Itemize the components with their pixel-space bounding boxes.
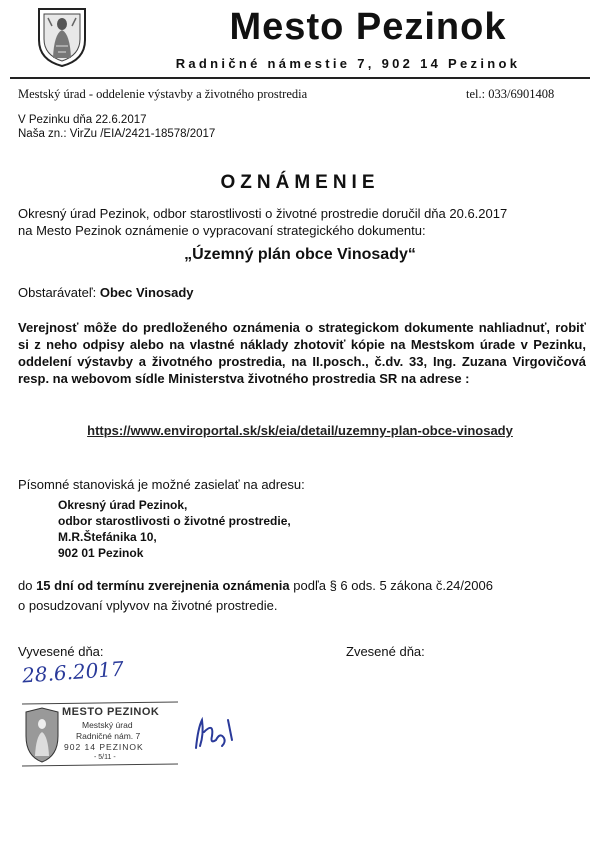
deadline-text <box>18 577 588 594</box>
official-stamp <box>20 700 180 768</box>
document-title: „Územný plán obce Vinosady“ <box>184 246 416 263</box>
stamp-line: 902 14 PEZINOK <box>64 742 144 752</box>
stamp-line: - 5/11 - <box>94 754 116 761</box>
place-date: V Pezinku dňa 22.6.2017 <box>18 114 147 126</box>
enviroportal-link[interactable]: https://www.enviroportal.sk/sk/eia/detail/uzemny-plan-obce-vinosady <box>87 423 513 438</box>
signature <box>192 712 238 752</box>
header-divider <box>10 77 590 79</box>
written-opinions-text: Písomné stanoviská je možné zasielať na adresu: <box>18 477 305 492</box>
recipient-address <box>58 497 291 561</box>
address-line: M.R.Štefánika 10, <box>58 530 157 544</box>
intro-line-2: na Mesto Pezinok oznámenie o vypracovaní strategického dokumentu: <box>18 223 426 238</box>
intro-line-1: Okresný úrad Pezinok, odbor starostlivosti o životné prostredie doručil dňa 20.6.2017 <box>18 206 508 221</box>
reference-number: Naša zn.: VirZu /EIA/2421-18578/2017 <box>18 128 216 140</box>
procurer-value: Obec Vinosady <box>99 285 194 300</box>
procurer-label: Obstarávateľ: <box>18 285 100 300</box>
department-name: Mestský úrad - oddelenie výstavby a životného prostredia <box>18 87 308 101</box>
deadline-post: podľa § 6 ods. 5 zákona č.24/2006 <box>289 578 493 593</box>
removed-label: Zvesené dňa: <box>346 644 425 659</box>
address-line: Okresný úrad Pezinok, <box>58 498 188 512</box>
city-address: Radničné námestie 7, 902 14 Pezinok <box>175 56 521 71</box>
phone-number: tel.: 033/6901408 <box>466 87 555 101</box>
city-coat-of-arms-logo <box>36 6 88 68</box>
notice-heading: OZNÁMENIE <box>220 172 380 193</box>
city-title: Mesto Pezinok <box>229 6 507 48</box>
stamp-line: Mestský úrad <box>82 720 133 730</box>
posted-label: Vyvesené dňa: <box>18 644 104 659</box>
posted-date-handwritten: 28.6.2017 <box>21 656 125 688</box>
deadline-line-2: o posudzovaní vplyvov na životné prostredie. <box>18 598 278 613</box>
procurer <box>18 284 194 301</box>
address-line: odbor starostlivosti o životné prostredie, <box>58 514 291 528</box>
stamp-line: Radničné nám. 7 <box>76 731 141 741</box>
address-line: 902 01 Pezinok <box>58 546 144 560</box>
deadline-pre: do <box>18 578 37 593</box>
public-access-text: Verejnosť môže do predloženého oznámenia o strategickom dokumente nahliadnuť, robiť si z neho odpisy alebo na vlastné náklady zhotoviť kópie na Mestskom úrade v Pezinku, oddelení výstavby a životného prostredia, na II.posch., č.dv. 33, Ing. Zuzana Virgovičová resp. na webovom sídle Ministerstva životného prostredia SR na adrese : <box>18 320 586 386</box>
stamp-title: MESTO PEZINOK <box>62 706 160 718</box>
deadline-bold: 15 dní od termínu zverejnenia oznámenia <box>36 578 290 593</box>
